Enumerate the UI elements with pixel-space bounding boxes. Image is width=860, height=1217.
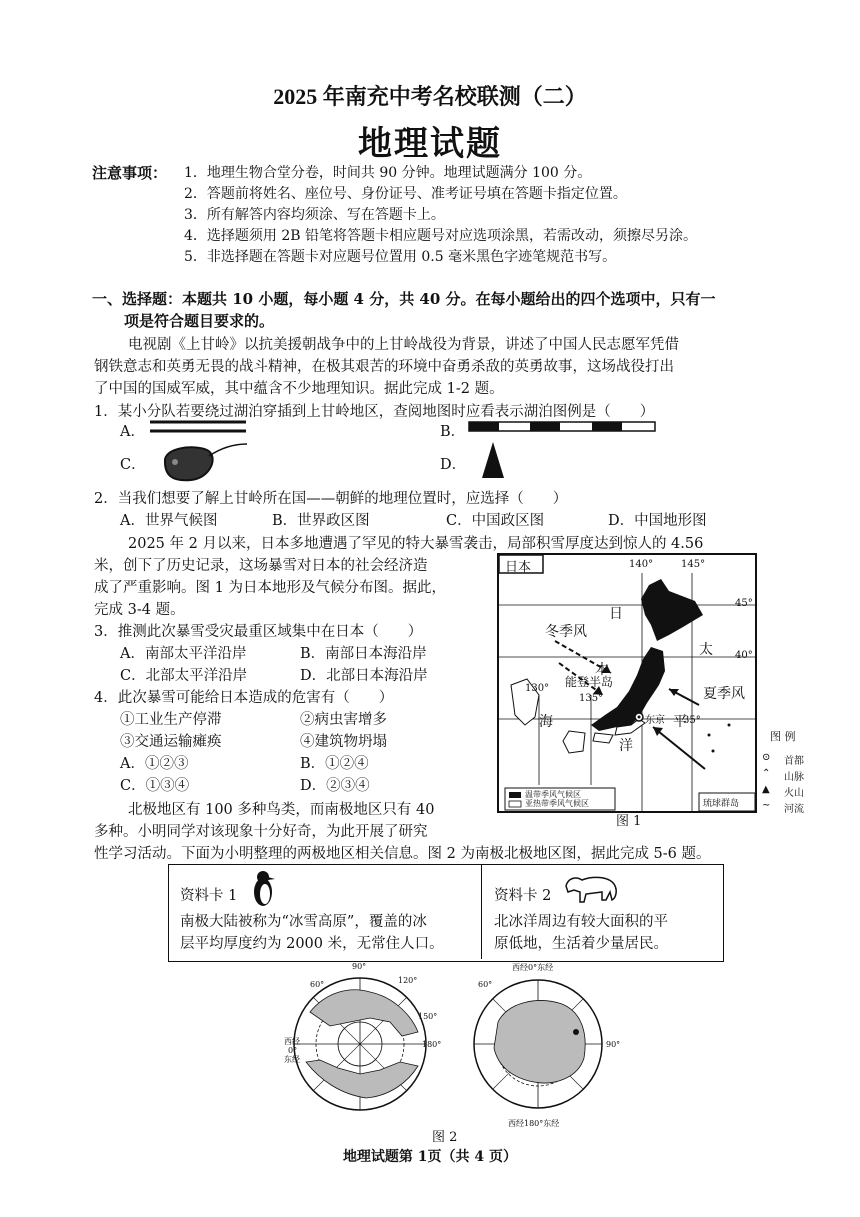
section-heading: 一、选择题：本题共 10 小题，每小题 4 分，共 40 分。在每小题给出的四个选项中，只有一 <box>92 290 716 308</box>
n-map-0: 0° <box>288 1046 298 1055</box>
q1-c-lake-symbol <box>155 440 250 484</box>
noto-peninsula-label: 能登半岛 <box>565 675 614 689</box>
n-map-120: 120° <box>398 976 418 985</box>
legend-mountain: 山脉 <box>784 772 804 783</box>
notice-item-2: 2．答题前将姓名、座位号、身份证号、准考证号填在答题卡指定位置。 <box>184 186 627 202</box>
map1-lat35: 35° <box>683 715 701 726</box>
mountain-icon: ⌃ <box>762 768 771 779</box>
volcano-icon: ▲ <box>762 784 770 795</box>
q4-option-c: C．①③④ <box>120 778 190 794</box>
summer-monsoon-label: 夏季风 <box>703 686 745 702</box>
winter-monsoon-label: 冬季风 <box>545 624 587 640</box>
map1-sea-char: 本 <box>595 662 609 678</box>
card1-title: 资料卡 1 <box>180 888 238 904</box>
q1-option-c: C． <box>120 457 146 473</box>
q3-option-c: C．北部太平洋沿岸 <box>120 668 248 684</box>
legend-volcano: 火山 <box>784 788 804 799</box>
n-map-60: 60° <box>310 980 325 989</box>
map1-lat40: 40° <box>735 650 753 661</box>
map1-lon135: 135° <box>579 693 604 704</box>
capital-icon: ⊙ <box>762 752 771 763</box>
s-map-top: 西经0°东经 <box>512 963 554 972</box>
s-map-bottom: 西经180°东经 <box>508 1119 560 1128</box>
intro3-line: 北极地区有 100 多种鸟类，而南极地区只有 40 <box>128 802 435 818</box>
japan-map-figure <box>497 553 757 813</box>
map1-sea-char: 海 <box>539 714 553 730</box>
subject-title: 地理试题 <box>358 124 502 164</box>
card2-title: 资料卡 2 <box>494 888 552 904</box>
notice-item-1: 1．地理生物合堂分卷，时间共 90 分钟。地理试题满分 100 分。 <box>184 165 592 181</box>
intro2-line: 2025 年 2 月以来，日本多地遭遇了罕见的特大暴雪袭击，局部积雪厚度达到惊人的 4.56 <box>128 536 704 552</box>
card2-line2: 原低地，生活着少量居民。 <box>494 936 668 952</box>
map1-lon145: 145° <box>681 559 706 570</box>
card1-line1: 南极大陆被称为“冰雪高原”，覆盖的冰 <box>180 914 427 930</box>
map1-lon130: 130° <box>525 683 550 694</box>
map1-ocean-char: 太 <box>699 642 713 658</box>
river-icon: ∼ <box>762 800 771 811</box>
legend-subtropical: 亚热带季风气候区 <box>525 799 589 808</box>
q4-item-3: ③交通运输瘫痪 <box>120 734 222 750</box>
legend-temperate: 温带季风气候区 <box>525 790 581 799</box>
s-map-90: 90° <box>606 1040 621 1049</box>
legend-river: 河流 <box>784 804 804 815</box>
q1-option-d: D． <box>440 457 467 473</box>
intro2-line: 成了严重影响。图 1 为日本地形及气候分布图。据此， <box>94 580 446 596</box>
q4-item-1: ①工业生产停滞 <box>120 712 222 728</box>
notice-item-3: 3．所有解答内容均须涂、写在答题卡上。 <box>184 207 445 223</box>
n-map-90: 90° <box>352 962 367 971</box>
penguin-icon <box>248 868 278 908</box>
n-map-150: 150° <box>418 1012 438 1021</box>
map1-ocean-char: 洋 <box>619 738 633 754</box>
n-map-east: 东经 <box>284 1055 300 1064</box>
q4-item-2: ②病虫害增多 <box>300 712 387 728</box>
q4-stem: 4．此次暴雪可能给日本造成的危害有（ ） <box>94 690 394 706</box>
page-footer: 地理试题第 1页（共 4 页） <box>342 1149 518 1165</box>
q2-option-d: D．中国地形图 <box>608 513 707 529</box>
map1-lat45: 45° <box>735 598 753 609</box>
legend-capital: 首都 <box>784 756 804 767</box>
notice-item-5: 5．非选择题在答题卡对应题号位置用 0.5 毫米黑色字迹笔规范书写。 <box>184 249 617 265</box>
q2-option-b: B．世界政区图 <box>272 513 370 529</box>
map1-title: 日本 <box>505 560 532 575</box>
intro3-line: 多种。小明同学对该现象十分好奇，为此开展了研究 <box>94 824 428 840</box>
q3-option-d: D．北部日本海沿岸 <box>300 668 428 684</box>
exam-title: 2025 年南充中考名校联测（二） <box>273 84 587 109</box>
q2-option-a: A．世界气候图 <box>120 513 218 529</box>
card2-line1: 北冰洋周边有较大面积的平 <box>494 914 668 930</box>
q1-b-symbol <box>468 420 658 434</box>
q4-option-d: D．②③④ <box>300 778 370 794</box>
q4-option-b: B．①②④ <box>300 756 369 772</box>
card1-line2: 层平均厚度约为 2000 米，无常住人口。 <box>180 936 444 952</box>
notice-heading: 注意事项： <box>92 164 168 182</box>
intro1-line: 了中国的国威军威，其中蕴含不少地理知识。据此完成 1-2 题。 <box>94 381 504 397</box>
notice-item-4: 4．选择题须用 2B 铅笔将答题卡相应题号对应选项涂黑，若需改动，须擦尽另涂。 <box>184 228 698 244</box>
ryukyu-label: 琉球群岛 <box>703 799 740 809</box>
intro2-line: 完成 3-4 题。 <box>94 602 185 618</box>
intro2-line: 米，创下了历史记录，这场暴雪对日本的社会经济造 <box>94 558 428 574</box>
q1-option-b: B． <box>440 424 466 440</box>
figure1-caption: 图 1 <box>616 814 642 829</box>
q1-stem: 1．某小分队若要绕过湖泊穿插到上甘岭地区，查阅地图时应看表示湖泊图例是（ ） <box>94 404 655 420</box>
section-heading-cont: 项是符合题目要求的。 <box>124 312 275 330</box>
s-map-60: 60° <box>478 980 493 989</box>
n-map-west: 西经 <box>284 1037 300 1046</box>
intro1-line: 电视剧《上甘岭》以抗美援朝战争中的上甘岭战役为背景，讲述了中国人民志愿军凭借 <box>128 337 679 353</box>
map1-sea-char: 日 <box>609 606 623 622</box>
q4-item-4: ④建筑物坍塌 <box>300 734 387 750</box>
map1-ocean-char: 平 <box>673 714 687 730</box>
map1-lon140: 140° <box>629 559 654 570</box>
q3-option-b: B．南部日本海沿岸 <box>300 646 427 662</box>
polar-bear-icon <box>562 872 622 904</box>
q3-stem: 3．推测此次暴雪受灾最重区域集中在日本（ ） <box>94 624 423 640</box>
q4-option-a: A．①②③ <box>120 756 189 772</box>
q2-option-c: C．中国政区图 <box>446 513 545 529</box>
legend-title: 图 例 <box>770 730 796 743</box>
q1-a-symbol <box>150 417 250 437</box>
figure2-caption: 图 2 <box>432 1130 458 1145</box>
n-map-180: 180° <box>422 1040 442 1049</box>
q2-stem: 2．当我们想要了解上甘岭所在国——朝鲜的地理位置时，应选择（ ） <box>94 491 568 507</box>
intro3-line: 性学习活动。下面为小明整理的两极地区相关信息。图 2 为南极北极地区图，据此完成 5-6 题。 <box>94 846 711 862</box>
intro1-line: 钢铁意志和英勇无畏的战斗精神，在极其艰苦的环境中奋勇杀敌的英勇故事，这场战役打出 <box>94 359 674 375</box>
tokyo-label: 东京 <box>645 715 665 726</box>
q3-option-a: A．南部太平洋沿岸 <box>120 646 247 662</box>
q1-option-a: A． <box>120 424 145 440</box>
q1-d-triangle-symbol <box>478 440 508 480</box>
